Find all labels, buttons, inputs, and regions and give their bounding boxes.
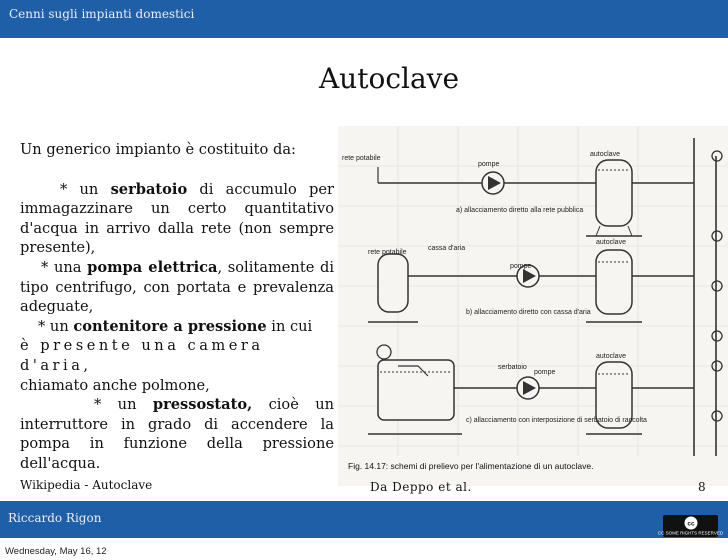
slide-body	[20, 140, 334, 474]
scheme-b	[368, 239, 694, 322]
label-case-c: c) allacciamento con interposizione di serbatoio di raccolta	[466, 417, 647, 424]
item-pressostato	[20, 395, 334, 473]
license-text: CC SOME RIGHTS RESERVED	[657, 530, 724, 536]
item-pressostato-rest: cioè un interruttore in grado di accendere la pompa in funzione della pressione dell'acqua.	[20, 396, 335, 472]
figure-caption: Fig. 14.17: schemi di prelievo per l'alimentazione di un autoclave.	[348, 461, 594, 471]
svg-text:cc: cc	[687, 520, 695, 528]
label-rete-b: rete potabile	[368, 249, 407, 256]
item-contenitore-term: contenitore a pressione	[73, 317, 267, 335]
item-pressostato-term: pressostato,	[152, 396, 253, 414]
item-serbatoio-rest: di accumulo per immagazzinare un certo quantitativo d'acqua in arrivo dalla rete (non sempre presente),	[20, 180, 334, 257]
label-pompe-b: pompe	[510, 263, 532, 270]
label-autoclave-a: autoclave	[590, 151, 620, 158]
item-pompa-prefix: * una	[41, 258, 88, 276]
cassa-daria-icon	[378, 254, 408, 312]
label-case-a: a) allacciamento diretto alla rete pubblica	[456, 207, 584, 214]
autoclave-schematic-figure	[338, 126, 728, 486]
date-stamp: Wednesday, May 16, 12	[5, 546, 107, 557]
source-citation: Da Deppo et al.	[370, 480, 472, 494]
label-rete-a: rete potabile	[342, 155, 381, 162]
item-contenitore-prefix: * un	[38, 317, 74, 335]
item-pompa	[20, 258, 334, 317]
page-number: 8	[698, 480, 706, 494]
label-serbatoio-c: serbatoio	[498, 364, 527, 371]
scheme-c	[368, 345, 694, 434]
label-autoclave-c: autoclave	[596, 353, 626, 360]
slide-title: Autoclave	[318, 62, 460, 95]
label-pompe-c: pompe	[534, 369, 556, 376]
risers	[694, 138, 716, 456]
label-case-b: b) allacciamento diretto con cassa d'aria	[466, 309, 591, 316]
item-pompa-term: pompa elettrica	[87, 258, 218, 276]
label-pompe-a: pompe	[478, 161, 500, 168]
source-link-wikipedia[interactable]: Wikipedia - Autoclave	[20, 478, 153, 492]
item-serbatoio-prefix: * un	[60, 180, 111, 198]
creative-commons-icon	[657, 515, 724, 537]
schematic-svg	[338, 126, 728, 486]
item-pressostato-prefix: * un	[94, 396, 153, 414]
header-bar	[0, 0, 728, 38]
item-contenitore	[20, 317, 334, 337]
item-serbatoio	[20, 180, 334, 258]
header-title: Cenni sugli impianti domestici	[9, 7, 195, 21]
author-name: Riccardo Rigon	[8, 511, 102, 525]
item-contenitore-rest: in cui	[266, 317, 313, 335]
serbatoio-icon	[378, 360, 454, 420]
item-serbatoio-term: serbatoio	[110, 180, 188, 198]
intro-text: Un generico impianto è costituito da:	[20, 141, 296, 158]
label-cassa-b: cassa d'aria	[428, 245, 466, 252]
item-pompa-rest: , solitamente di tipo centrifugo, con portata e prevalenza adeguate,	[20, 258, 335, 316]
bottom-bar	[0, 501, 728, 538]
label-autoclave-b: autoclave	[596, 239, 626, 246]
autoclave-b-icon	[596, 250, 632, 314]
item-contenitore-line2: è presente una camera d'aria,	[20, 337, 264, 374]
item-contenitore-line3: chiamato anche polmone,	[20, 376, 210, 394]
